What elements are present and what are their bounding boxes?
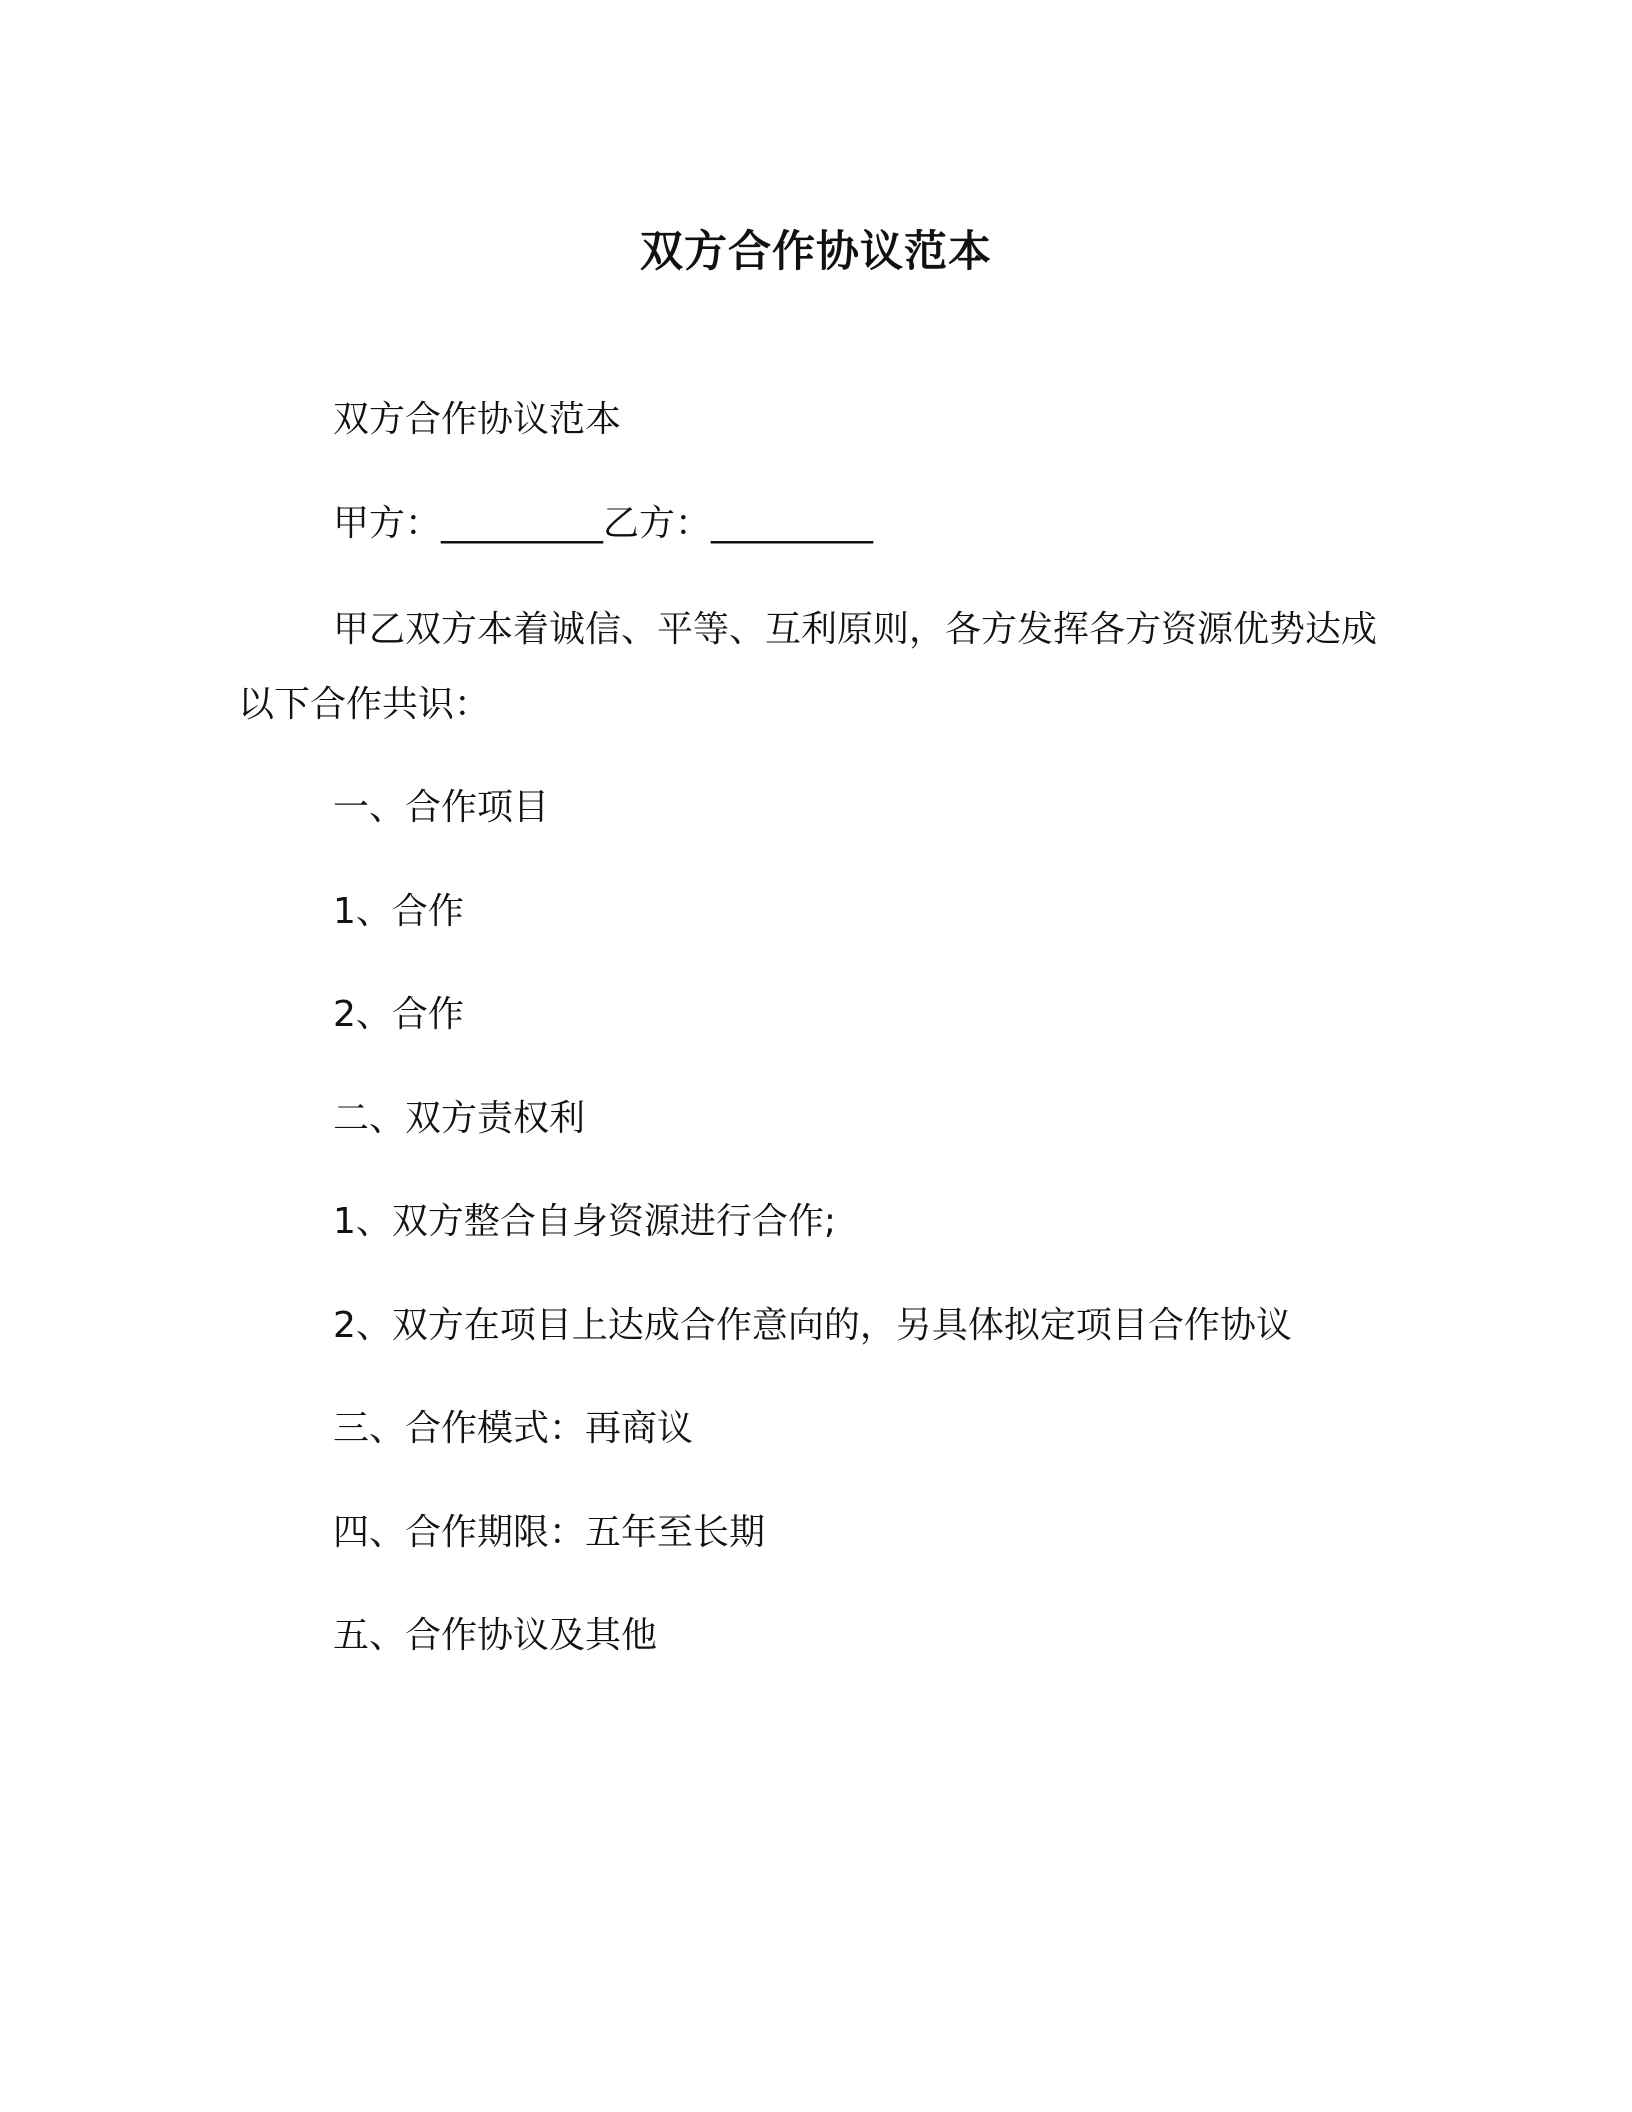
section2-item2: 2、双方在项目上达成合作意向的，另具体拟定项目合作协议 bbox=[333, 1305, 1292, 1346]
section1-item2: 2、合作 bbox=[333, 994, 464, 1035]
subtitle-paragraph: 双方合作协议范本 bbox=[333, 399, 622, 440]
intro-paragraph: 甲乙双方本着诚信、平等、互利原则，各方发挥各方资源优势达成以下合作共识： bbox=[238, 609, 1378, 725]
section3-paragraph: 三、合作模式：再商议 bbox=[333, 1408, 694, 1449]
section1-heading: 一、合作项目 bbox=[333, 787, 550, 828]
party-a-blank: _________ bbox=[441, 503, 604, 544]
section2-item1: 1、双方整合自身资源进行合作; bbox=[333, 1201, 837, 1242]
party-b-blank: _________ bbox=[711, 503, 874, 544]
section2-heading: 二、双方责权利 bbox=[333, 1098, 586, 1139]
section1-item1: 1、合作 bbox=[333, 891, 464, 932]
section4-paragraph: 四、合作期限：五年至长期 bbox=[333, 1512, 766, 1553]
section5-paragraph: 五、合作协议及其他 bbox=[333, 1615, 658, 1656]
party-b-label: 乙方： bbox=[603, 503, 712, 544]
party-a-label: 甲方： bbox=[333, 503, 442, 544]
document-title: 双方合作协议范本 bbox=[640, 227, 992, 277]
parties-line bbox=[333, 500, 873, 548]
